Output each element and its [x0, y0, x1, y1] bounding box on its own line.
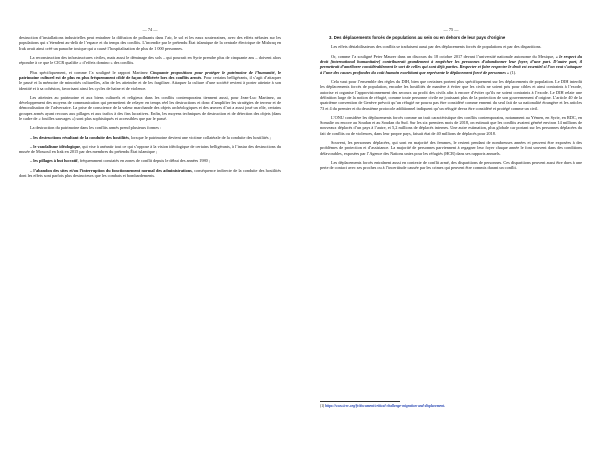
list-item [19, 144, 281, 155]
paragraph: destruction d’installations industrielles peut entraîner la diffusion de polluants dans l’air, le sol et les eaux souterraines, avec des effets néfastes sur les populations qui s’étendent au-delà de l’espace et du temps des conflits. L’incendie par le prétendu État islamique de la centrale électrique de Mishraq en Irak avait ainsi créé un panache toxique qui a causé l’hospitalisation de plus de 1 000 personnes. [19, 35, 281, 51]
left-page [19, 0, 281, 449]
page-number: — 75 — [443, 27, 459, 32]
paragraph: La reconstruction des infrastructures civiles, mais aussi le déminage des sols – qui pourrait en Syrie prendre plus de cinquante ans – doivent alors répondre à ce que le CICR qualifie « d’effets domino » des conflits. [19, 54, 281, 66]
list-item [19, 168, 281, 179]
list-item-text: , lorsque le patrimoine devient une victime collatérale de la conduite des hostilités ; [128, 134, 271, 140]
report-title: Cinquante propositions pour protéger le patrimoine de l’humanité [150, 69, 275, 75]
footnote-ref: (1). [509, 69, 517, 75]
list-item-term: – les destructions résultant de la conduite des hostilités [30, 134, 129, 140]
list-item-text: , fréquemment constatés en zones de conflit depuis le début des années 1980 ; [77, 158, 210, 164]
page-number: — 74 — [142, 27, 158, 32]
footnote [320, 404, 582, 409]
text-run: . Pour certains belligérants, il s’agit d’attaquer le passé et la mémoire de minorités culturelles, afin de les atteindre et de les fragiliser. Attaquer la culture d’une société revient à porter atteinte à son identité et à sa cohésion, favorisant ainsi les cycles de haine et de violence. [19, 74, 282, 91]
paragraph: Souvent, les personnes déplacées, qui sont en majorité des femmes, le restent pendant de nombreuses années et peuvent être exposées à des problèmes de protection et d’assistance. La majorité de personnes parviennent à regagner leur foyer chaque année le font souvent dans des conditions défavorables, exposées par l’Agence des Nations unies pour les réfugiés (HCR) dans ses rapports annuels. [320, 140, 582, 156]
paragraph [19, 70, 281, 91]
paragraph: Les atteintes au patrimoine et aux biens culturels et religieux dans les conflits contemporains tiennent aussi, pour Jean-Luc Martinez, au développement des moyens de communication qui permettent de relayer en temps réel les destructions et donc d’amplifier les stratégies de terreur et de démoralisation de l’adversaire. La prise de conscience de la valeur marchande des objets archéologiques et des œuvres d’art a aussi joué un rôle, certains groupes armés ayant recours aux pillages et aux trafics à des fins lucratives. Enfin, les moyens techniques de destruction et de détection des objets (dans le cadre de « fouilles sauvages ») sont plus sophistiqués et accessibles que par le passé. [19, 94, 281, 122]
paragraph: Les déplacements forcés entraînent aussi en contexte de conflit armé, des disparitions de personnes. Ces disparitions peuvent aussi être dues à une perte de contact avec ses proches ou à l’incertitude causée par les crimes qui peuvent être commis durant un conflit. [320, 159, 582, 171]
list-item-term: – l’abandon des sites et/ou l’interruption du fonctionnement normal des administrations [30, 167, 192, 173]
list-item-text: , conséquence indirecte de la conduite des hostilités dont les effets sont parfois plus destructeurs que les combats et bombardements. [19, 167, 282, 178]
right-page [320, 0, 582, 449]
paragraph: L’ONU considère les déplacements forcés comme un trait caractéristique des conflits contemporains, notamment au Yémen, en Syrie, en RDC, en Somalie ou encore au Soudan et au Soudan du Sud. Sur les six premiers mois de 2018, on estimait que les conflits avaient généré environ 14 millions de nouveaux déplacés d’un pays à l’autre, et 5,2 millions de déplacés internes. Une autre estimation, plus globale car portant sur les personnes déplacées du fait de conflits ou de violences, dans leur propre pays, faisait état de 40 millions de déplacés pour 2018. [320, 114, 582, 136]
list-item-term: – les pillages à but lucratif [30, 158, 78, 164]
text-run: Plus spécifiquement, et comme l’a souligné le rapport Martinez [30, 69, 151, 75]
list-item [19, 135, 281, 140]
text-run: Or, comme l’a souligné Peter Maurer dans un discours du 18 octobre 2017 devant l’université nationale autonome du Mexique, [331, 53, 556, 59]
right-body [320, 44, 582, 170]
list-item-text: , qui vise à anéantir tout ce qui s’oppose à la vision idéologique de certains belligérants, à l’instar des destructions du musée de Mossoul en Irak en 2015 par des membres du prétendu État islamique ; [19, 143, 281, 155]
footnote-link[interactable]: https://www.icrc.org/fr/document/critical-challenge-migration-and-displacement. [325, 404, 446, 408]
paragraph: Les effets déstabilisateurs des conflits se traduisent aussi par des déplacements forcés de populations et par des disparitions. [331, 44, 542, 50]
emphasis: , le patrimoine culturel est de plus en plus fréquemment ciblé de façon délibérée lors des conflits armés [19, 69, 281, 80]
list-item [19, 158, 281, 163]
footnote-divider [320, 401, 400, 402]
left-body [19, 35, 281, 178]
paragraph: La destruction du patrimoine dans les conflits armés prend plusieurs formes : [30, 125, 162, 131]
paragraph: Cela vaut pour l’ensemble des règles du DIH, bien que certaines portent plus spécifiquement sur les déplacements de population. Le DIH interdit les déplacements forcés de population, encadre les hostilités de manière à éviter que les civils ne soient pris pour cibles et ainsi contraints à l’exode, autorise et organise l’approvisionnement des secours au profit des civils afin à encore d’éviter qu’ils ne soient contraints à l’exode. Le DIH relaie une définition large de la notion de réfugié, comme toute personne civile ne jouissant plus de la protection de son gouvernement d’origine. L’article 40 de la quatrième convention de Genève prévoit qu’un réfugié ne pourra pas être considéré comme ennemi du seul fait de sa nationalité étrangère et les articles 73 et 4 du premier et du deuxième protocole additionnel indiquent qu’un réfugié devra être considéré et protégé comme un civil. [320, 78, 582, 111]
section-heading: 3. Des déplacements forcés de populations au sein ou en dehors de leur pays d’origine [329, 35, 506, 40]
quotation: « le respect du droit [international humanitaire] contribuerait grandement à empêcher les personnes d’abandonner leur foyer, d’une part. D’autre part, il permettrait d’améliorer considérablement le sort de celles qui sont déjà parties. Respecter et faire respecter le droit est essentiel si l’on veut s’attaquer à l’une des causes profondes du coût humain exorbitant que représente le déplacement forcé de personnes » [320, 53, 582, 75]
list-item-term: – le vandalisme idéologique [30, 143, 81, 149]
footnote-number: (1) [320, 404, 326, 408]
paragraph [320, 54, 582, 75]
